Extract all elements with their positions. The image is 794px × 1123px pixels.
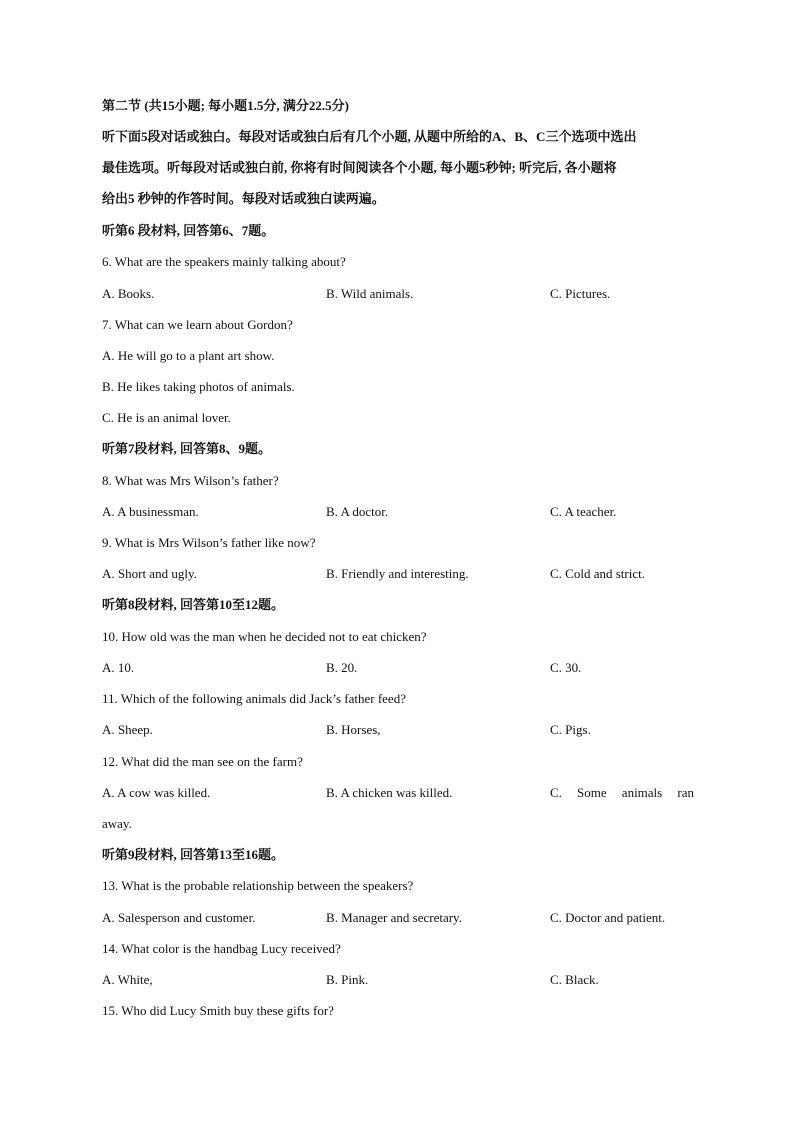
option-c-word: ran bbox=[677, 785, 694, 800]
option-a: A. Salesperson and customer. bbox=[102, 910, 256, 925]
question-13-options bbox=[102, 909, 694, 927]
question-7-option-a: A. He will go to a plant art show. bbox=[102, 348, 275, 363]
question-12-stem: 12. What did the man see on the farm? bbox=[102, 754, 303, 769]
option-c: C. Doctor and patient. bbox=[550, 910, 666, 925]
section-title: 第二节 (共15小题; 每小题1.5分, 满分22.5分) bbox=[102, 98, 349, 113]
question-12-option-c-continuation: away. bbox=[102, 816, 132, 831]
option-b: B. Wild animals. bbox=[326, 286, 414, 301]
passage-9-header: 听第9段材料, 回答第13至16题。 bbox=[102, 847, 285, 862]
option-b: B. A chicken was killed. bbox=[326, 785, 453, 800]
question-13-stem: 13. What is the probable relationship between the speakers? bbox=[102, 878, 414, 893]
option-c: C. Black. bbox=[550, 972, 599, 987]
passage-8-header: 听第8段材料, 回答第10至12题。 bbox=[102, 597, 285, 612]
option-b: B. Friendly and interesting. bbox=[326, 566, 469, 581]
option-a: A. White, bbox=[102, 972, 153, 987]
question-8-options bbox=[102, 503, 694, 521]
question-11-stem: 11. Which of the following animals did Jack’s father feed? bbox=[102, 691, 406, 706]
question-8-stem: 8. What was Mrs Wilson’s father? bbox=[102, 473, 279, 488]
option-c: C. Pictures. bbox=[550, 286, 611, 301]
question-6-options bbox=[102, 285, 694, 303]
question-12-options bbox=[102, 784, 694, 802]
question-15-stem: 15. Who did Lucy Smith buy these gifts for? bbox=[102, 1003, 334, 1018]
question-9-stem: 9. What is Mrs Wilson’s father like now? bbox=[102, 535, 316, 550]
option-a: A. Short and ugly. bbox=[102, 566, 197, 581]
option-b: B. Horses, bbox=[326, 722, 381, 737]
option-b: B. 20. bbox=[326, 660, 358, 675]
question-10-stem: 10. How old was the man when he decided not to eat chicken? bbox=[102, 629, 427, 644]
question-14-options bbox=[102, 971, 694, 989]
question-7-stem: 7. What can we learn about Gordon? bbox=[102, 317, 293, 332]
option-b: B. A doctor. bbox=[326, 504, 389, 519]
option-a: A. Books. bbox=[102, 286, 155, 301]
option-a: A. A businessman. bbox=[102, 504, 199, 519]
question-10-options bbox=[102, 659, 694, 677]
option-b: B. Pink. bbox=[326, 972, 369, 987]
question-11-options bbox=[102, 721, 694, 739]
option-a: A. Sheep. bbox=[102, 722, 153, 737]
passage-7-header: 听第7段材料, 回答第8、9题。 bbox=[102, 441, 272, 456]
option-c: C. 30. bbox=[550, 660, 582, 675]
option-c: C. Pigs. bbox=[550, 722, 591, 737]
question-14-stem: 14. What color is the handbag Lucy received? bbox=[102, 941, 341, 956]
question-7-option-c: C. He is an animal lover. bbox=[102, 410, 231, 425]
option-a: A. A cow was killed. bbox=[102, 785, 211, 800]
instructions-line-3: 给出5 秒钟的作答时间。每段对话或独白读两遍。 bbox=[102, 191, 385, 206]
question-9-options bbox=[102, 565, 694, 583]
option-c bbox=[550, 784, 694, 802]
option-c-word: C. bbox=[550, 785, 562, 800]
passage-6-header: 听第6 段材料, 回答第6、7题。 bbox=[102, 223, 275, 238]
option-b: B. Manager and secretary. bbox=[326, 910, 462, 925]
option-c-word: animals bbox=[621, 785, 663, 800]
option-c: C. A teacher. bbox=[550, 504, 617, 519]
option-c-word: Some bbox=[577, 785, 607, 800]
instructions-line-2: 最佳选项。听每段对话或独白前, 你将有时间阅读各个小题, 每小题5秒钟; 听完后, 各小题将 bbox=[102, 160, 617, 175]
question-6-stem: 6. What are the speakers mainly talking about? bbox=[102, 254, 346, 269]
option-a: A. 10. bbox=[102, 660, 135, 675]
instructions-line-1: 听下面5段对话或独白。每段对话或独白后有几个小题, 从题中所给的A、B、C三个选项中选出 bbox=[102, 129, 637, 144]
question-7-option-b: B. He likes taking photos of animals. bbox=[102, 379, 295, 394]
option-c: C. Cold and strict. bbox=[550, 566, 645, 581]
